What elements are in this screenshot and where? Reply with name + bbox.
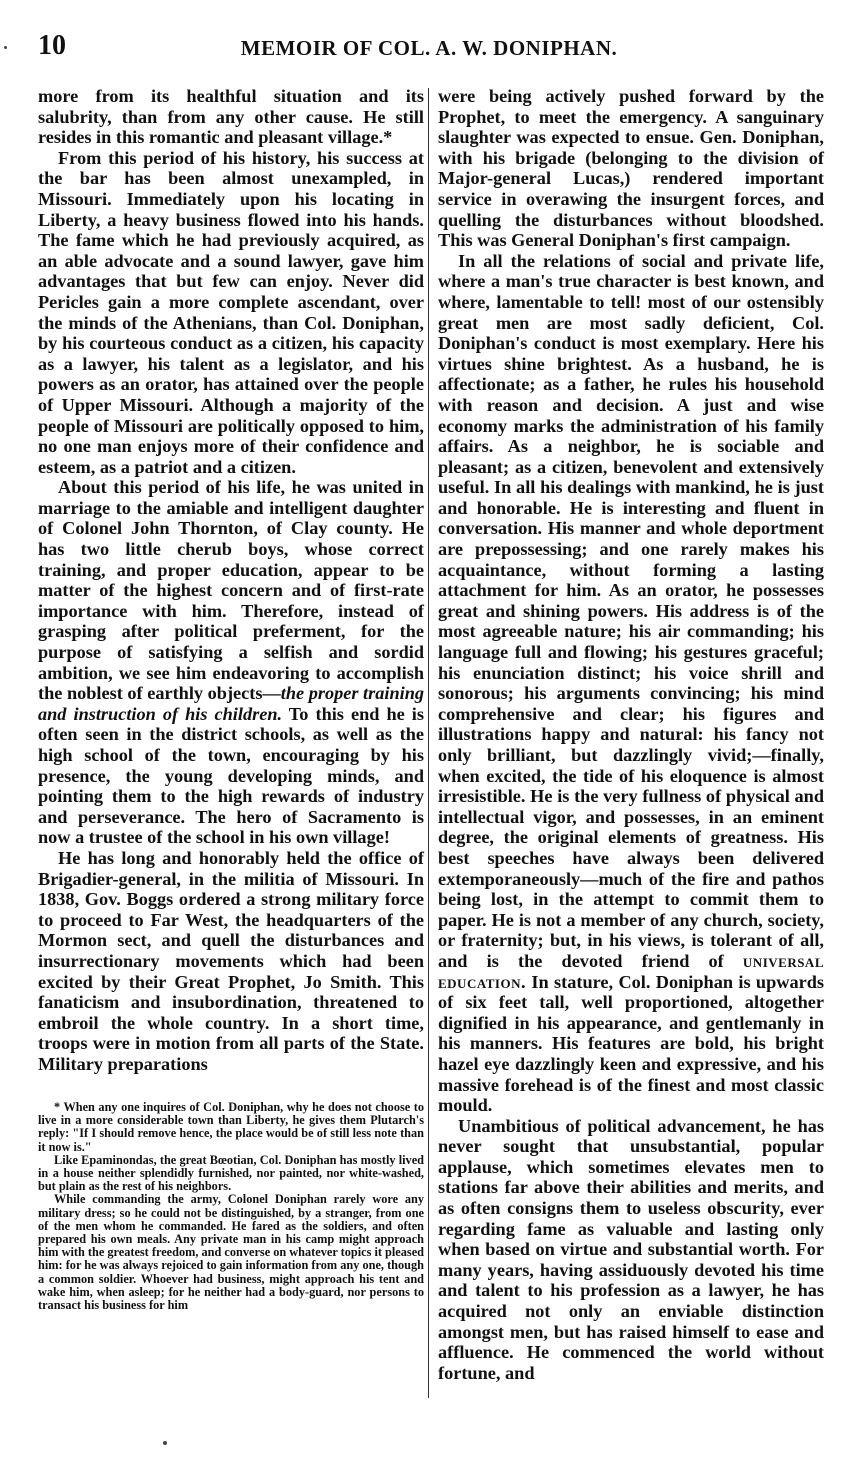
right-paragraph-2-smallcaps: universal education. [438, 950, 824, 992]
left-paragraph-3-tail: To this end he is often seen in the district schools, as well as the high school of the town, encouraging by his presence, the young developing minds, and pointing them to the high rewards of industry and perseverance. The hero of Sacramento is now a trustee of the school in his own village! [38, 703, 424, 848]
page-header [38, 30, 820, 70]
right-column [438, 86, 824, 1383]
footnotes [38, 1101, 424, 1312]
right-paragraph-3: Unambitious of political advancement, he has never sought that unsubstantial, popular applause, which sometimes elevates men to stations far above their abilities and merits, and as often consigns them to useless obscurity, ever regarding fame as valuable and lasting only when based on virtue and substantial worth. For many years, having assiduously devoted his time and talent to his profession as a lawyer, he has acquired not only an enviable distinction amongst men, but has raised himself to ease and affluence. He commenced the world without fortune, and [438, 1115, 824, 1383]
left-paragraph-1: more from its healthful situation and its salubrity, than from any other cause. He still resides in this romantic and pleasant village.* [38, 86, 424, 148]
left-paragraph-3 [38, 477, 424, 848]
column-divider [428, 88, 429, 1398]
left-paragraph-2: From this period of his history, his success at the bar has been almost unexampled, in Missouri. Immediately upon his locating in Liberty, a heavy business flowed into his hands. The fame which he had previously acquired, as an able advocate and a sound lawyer, gave him advantages that but few can enjoy. Never did Pericles gain a more complete ascendant, over the minds of the Athenians, than Col. Doniphan, by his courteous conduct as a citizen, his capacity as a lawyer, his talent as a legislator, and his powers as an orator, has attained over the people of Upper Missouri. Although a majority of the people of Missouri are politically opposed to him, no one man enjoys more of their confidence and esteem, as a patriot and a citizen. [38, 147, 424, 477]
footnote-1: * When any one inquires of Col. Doniphan, why he does not choose to live in a more considerable town than Liberty, he gives them Plutarch's reply: "If I should remove hence, the place would be of still less note than it now is." [38, 1100, 424, 1154]
right-paragraph-2-text: In all the relations of social and private life, where a man's true character is best known, and where, lamentable to tell! most of our ostensibly great men are most sadly deficient, Col. Doniphan's conduct is most exemplary. Here his virtues shine brightest. As a husband, he is affectionate; as a father, he rules his household with reason and decision. A just and wise economy marks the administration of his family affairs. As a neighbor, he is sociable and pleasant; as a citizen, benevolent and extensively useful. In all his dealings with mankind, he is just and honorable. He is interesting and fluent in conversation. His manner and whole deportment are prepossessing; and one rarely makes his acquaintance, without forming a lasting attachment for him. As an orator, he possesses great and shining powers. His address is of the most agreeable nature; his air commanding; his language full and flowing; his gestures graceful; his enunciation distinct; his voice shrill and sonorous; his arguments convincing; his mind comprehensive and clear; his figures and illustrations happy and natural: his fancy not only brilliant, but dazzlingly vivid;—finally, when excited, the tide of his eloquence is almost irresistible. He is the very fullness of physical and intellectual vigor, and possesses, in an eminent degree, the original elements of greatness. His best speeches have always been delivered extemporaneously—much of the fire and pathos being lost, in the attempt to commit them to paper. He is not a member of any church, society, or fraternity; but, in his views, is tolerant of all, and is the devoted friend of [438, 250, 824, 971]
scan-speck [163, 1441, 167, 1445]
right-paragraph-2 [438, 251, 824, 1116]
right-paragraph-2-tail: In stature, Col. Doniphan is upwards of six feet tall, well proportioned, altogether dignified in his appearance, and gentlemanly in his manners. His features are bold, his bright hazel eye dazzlingly keen and expressive, and his massive forehead is of the finest and most classic mould. [438, 971, 824, 1116]
footnote-2: Like Epaminondas, the great Bœotian, Col. Doniphan has mostly lived in a house neither splendidly furnished, nor painted, nor white-washed, but plain as the rest of his neighbors. [38, 1152, 424, 1194]
left-paragraph-3-italic: the proper training and instruction of his children. [38, 683, 425, 724]
right-paragraph-1: were being actively pushed forward by the Prophet, to meet the emergency. A sanguinary slaughter was expected to ensue. Gen. Doniphan, with his brigade (belonging to the division of Major-general Lucas,) rendered important service in overawing the insurgent forces, and quelling the disturbances without bloodshed. This was General Doniphan's first campaign. [438, 86, 824, 251]
left-paragraph-4: He has long and honorably held the office of Brigadier-general, in the militia of Missouri. In 1838, Gov. Boggs ordered a strong military force to proceed to Far West, the headquarters of the Mormon sect, and quell the disturbances and insurrectionary movements which had been excited by their Great Prophet, Jo Smith. This fanaticism and insubordination, threatened to embroil the whole country. In a short time, troops were in motion from all parts of the State. Military preparations [38, 847, 424, 1074]
footnote-3: While commanding the army, Colonel Doniphan rarely wore any military dress; so he could not be distinguished, by a stranger, from one of the men whom he commanded. He fared as the soldiers, and often prepared his own meals. Any private man in his camp might approach him with the greatest freedom, and converse on whatever topics it pleased him: for he was always rejoiced to gain information from any one, though a common soldier. Whoever had business, might approach his tent and wake him, when asleep; for he neither had a body-guard, nor persons to transact his business for him [38, 1192, 424, 1313]
scan-speck [4, 46, 7, 49]
left-paragraph-3-text: About this period of his life, he was united in marriage to the amiable and intelligent daughter of Colonel John Thornton, of Clay county. He has two little cherub boys, whose correct training, and proper education, appear to be matter of the highest concern and of first-rate importance with him. Therefore, instead of grasping after political preferment, for the purpose of satisfying a selfish and sordid ambition, we see him endeavoring to accomplish the noblest of earthly objects— [38, 477, 424, 704]
page-number: 10 [38, 30, 66, 61]
running-title: MEMOIR OF COL. A. W. DONIPHAN. [240, 36, 618, 60]
left-column [38, 86, 424, 1075]
